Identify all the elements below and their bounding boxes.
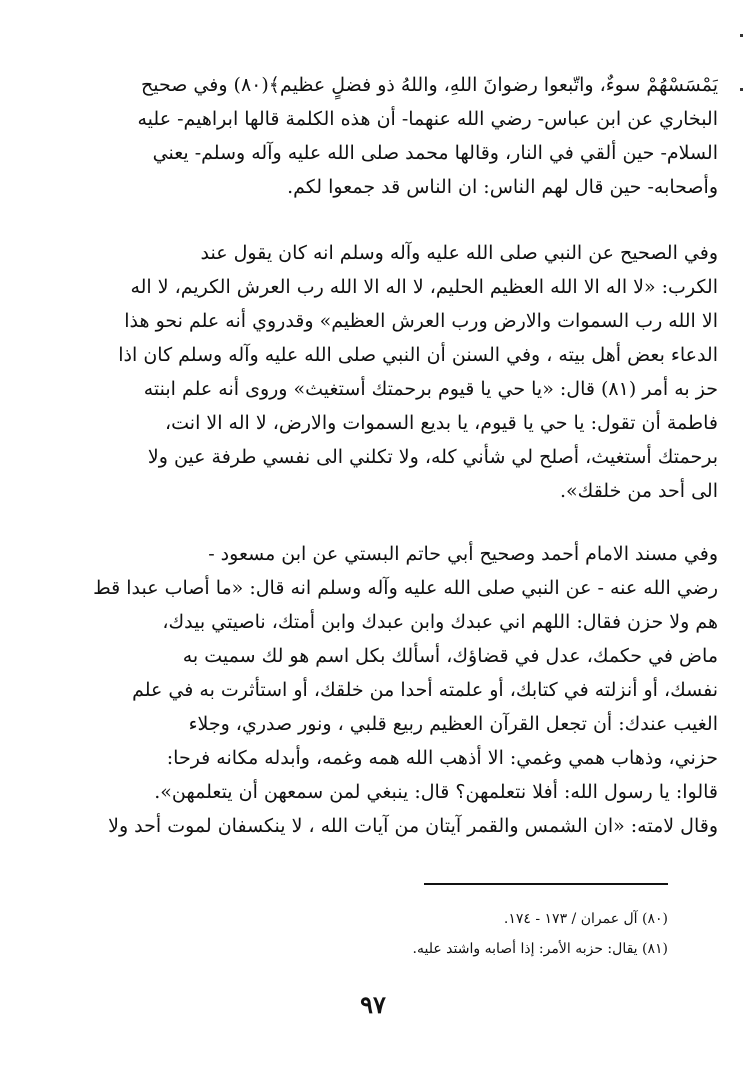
paragraph-3 [58, 537, 718, 843]
edge-mark [740, 34, 743, 37]
text-line: الى أحد من خلقك». [560, 480, 718, 502]
footnotes [300, 904, 668, 964]
text-line: الا الله رب السموات والارض ورب العرش العظيم» وقدروي أنه علم نحو هذا [124, 310, 718, 332]
footnote: (٨١) يقال: حزبه الأمر: إذا أصابه واشتد عليه. [412, 941, 668, 957]
text-line: البخاري عن ابن عباس- رضي الله عنهما- أن هذه الكلمة قالها ابراهيم- عليه [137, 108, 718, 130]
paragraph-1 [58, 68, 718, 204]
text-line: هم ولا حزن فقال: اللهم اني عبدك وابن عبدك وابن أمتك، ناصيتي بيدك، [162, 611, 718, 633]
footnote: (٨٠) آل عمران / ١٧٣ - ١٧٤. [503, 911, 668, 927]
paragraph-2 [58, 236, 718, 508]
text-line: يَمْسَسْهُمْ سوءٌ، واتّبعوا رضوانَ اللهِ، واللهُ ذو فضلٍ عظيم﴾(٨٠) وفي صحيح [140, 74, 718, 96]
text-line: السلام- حين ألقي في النار، وقالها محمد صلى الله عليه وآله وسلم- يعني [152, 142, 718, 164]
text-line: قالوا: يا رسول الله: أفلا نتعلمهن؟ قال: ينبغي لمن سمعهن أن يتعلمهن». [154, 781, 718, 803]
text-line: وأصحابه- حين قال لهم الناس: ان الناس قد جمعوا لكم. [287, 176, 718, 198]
text-line: وقال لامته: «ان الشمس والقمر آيتان من آيات الله ، لا ينكسفان لموت أحد ولا [108, 815, 718, 837]
text-line: حزني، وذهاب همي وغمي: الا أذهب الله همه وغمه، وأبدله مكانه فرحا: [166, 747, 718, 769]
text-line: نفسك، أو أنزلته في كتابك، أو علمته أحدا من خلقك، أو استأثرت به في علم [132, 679, 718, 701]
edge-mark [740, 88, 743, 91]
text-line: الغيب عندك: أن تجعل القرآن العظيم ربيع قلبي ، ونور صدري، وجلاء [188, 713, 718, 735]
text-line: وفي مسند الامام أحمد وصحيح أبي حاتم البستي عن ابن مسعود - [208, 543, 718, 565]
footnote-divider [424, 883, 668, 885]
page-number: ٩٧ [360, 990, 386, 1019]
text-line: رضي الله عنه - عن النبي صلى الله عليه وآله وسلم انه قال: «ما أصاب عبدا قط [93, 577, 718, 599]
text-line: برحمتك أستغيث، أصلح لي شأني كله، ولا تكلني الى نفسي طرفة عين ولا [147, 446, 718, 468]
text-line: حز به أمر (٨١) قال: «يا حي يا قيوم برحمتك أستغيث» وروى أنه علم ابنته [143, 378, 718, 400]
text-line: وفي الصحيح عن النبي صلى الله عليه وآله وسلم انه كان يقول عند [200, 242, 718, 264]
text-line: فاطمة أن تقول: يا حي يا قيوم، يا بديع السموات والارض، لا اله الا انت، [165, 412, 718, 434]
text-line: الدعاء بعض أهل بيته ، وفي السنن أن النبي صلى الله عليه وآله وسلم كان اذا [118, 344, 718, 366]
text-line: الكرب: «لا اله الا الله العظيم الحليم، لا اله الا الله رب العرش الكريم، لا اله [130, 276, 718, 298]
text-line: ماض في حكمك، عدل في قضاؤك، أسألك بكل اسم هو لك سميت به [182, 645, 718, 667]
